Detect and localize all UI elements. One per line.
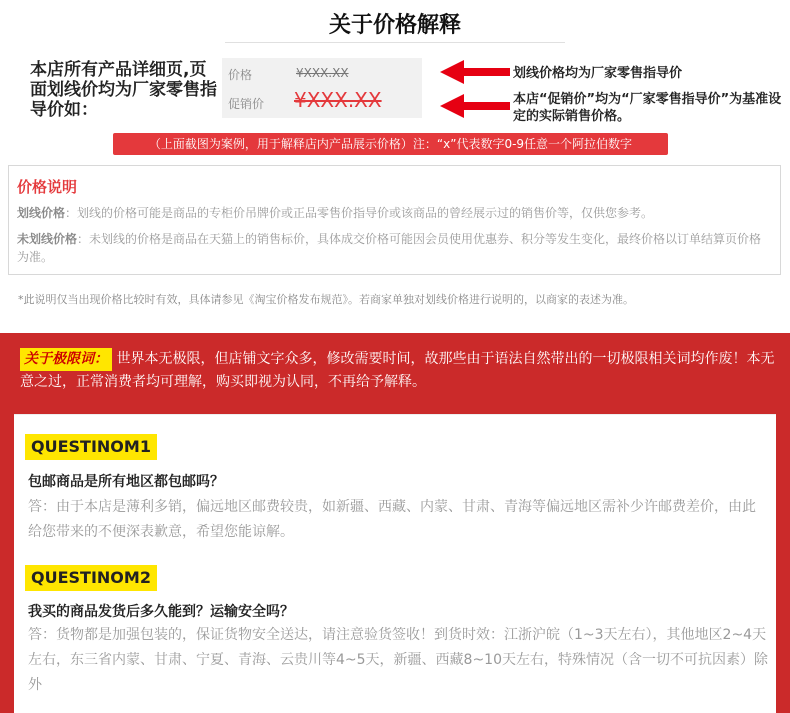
question-badge: QUESTINOM1 — [25, 434, 157, 460]
case-note-banner: （上面截图为案例，用于解释店内产品展示价格）注：“x”代表数字0-9任意一个阿拉伯数字 — [113, 133, 668, 155]
limit-words-body: 世界本无极限，但店铺文字众多，修改需要时间，故那些由于语法自然带出的一切极限相关词均作废！本无意之过，正常消费者均可理解，购买即视为认同，不再给予解释。 — [20, 351, 775, 390]
answer-text: 答：货物都是加强包装的，保证货物安全送达，请注意验货签收！到货时效：江浙沪皖（1~3天左右），其他地区2~4天左右，东三省内蒙、甘肃、宁夏、青海、云贵川等4~5天，新疆、西藏8~10天左右，特殊情况（含一切不可抗因素）除外 — [28, 627, 768, 693]
strike-price-key: 划线价格 — [17, 206, 66, 220]
list-price-label: 价格 — [228, 68, 253, 82]
intro-text: 本店所有产品详细页,页面划线价均为厂家零售指导价如： — [30, 60, 217, 120]
strike-price-note: 划线价格均为厂家零售指导价 — [513, 66, 683, 81]
title-divider — [225, 42, 565, 43]
limit-words-text — [20, 348, 780, 394]
strike-price-text: ：划线的价格可能是商品的专柜价吊牌价或正品零售价指导价或该商品的曾经展示过的销售价等，仅供您参考。 — [65, 206, 654, 220]
question-badge: QUESTINOM2 — [25, 565, 157, 591]
nostrike-price-text: ：未划线的价格是商品在天猫上的销售标价，具体成交价格可能因会员使用优惠券、积分等发生变化，最终价格以订单结算页价格为准。 — [17, 232, 762, 264]
faq-panel — [14, 414, 776, 713]
promo-price-value: ¥XXX.XX — [294, 88, 382, 112]
promo-price-note: 本店“促销价”均为“厂家零售指导价”为基准设定的实际销售价格。 — [513, 92, 782, 124]
price-sample-box — [222, 58, 422, 118]
list-price-value: ¥XXX.XX — [296, 66, 349, 80]
limit-words-key: 关于极限词： — [20, 348, 112, 371]
question-title: 我买的商品发货后多久能到？运输安全吗？ — [28, 604, 294, 620]
price-explanation-title: 价格说明 — [17, 178, 78, 196]
page-title: 关于价格解释 — [328, 13, 461, 38]
promo-price-label: 促销价 — [228, 97, 265, 111]
price-explanation-box — [8, 165, 781, 275]
answer-text: 答：由于本店是薄利多销，偏远地区邮费较贵，如新疆、西藏、内蒙、甘肃、青海等偏远地区需补少许邮费差价，由此给您带来的不便深表歉意，希望您能谅解。 — [28, 499, 756, 540]
arrow-left-icon — [440, 64, 510, 80]
arrow-left-icon — [440, 98, 510, 114]
strike-price-explanation — [17, 204, 772, 222]
footnote: *此说明仅当出现价格比较时有效，具体请参见《淘宝价格发布规范》。若商家单独对划线价格进行说明的，以商家的表述为准。 — [18, 293, 634, 306]
question-title: 包邮商品是所有地区都包邮吗？ — [28, 474, 224, 490]
nostrike-price-key: 未划线价格 — [17, 232, 78, 246]
nostrike-price-explanation — [17, 230, 772, 266]
